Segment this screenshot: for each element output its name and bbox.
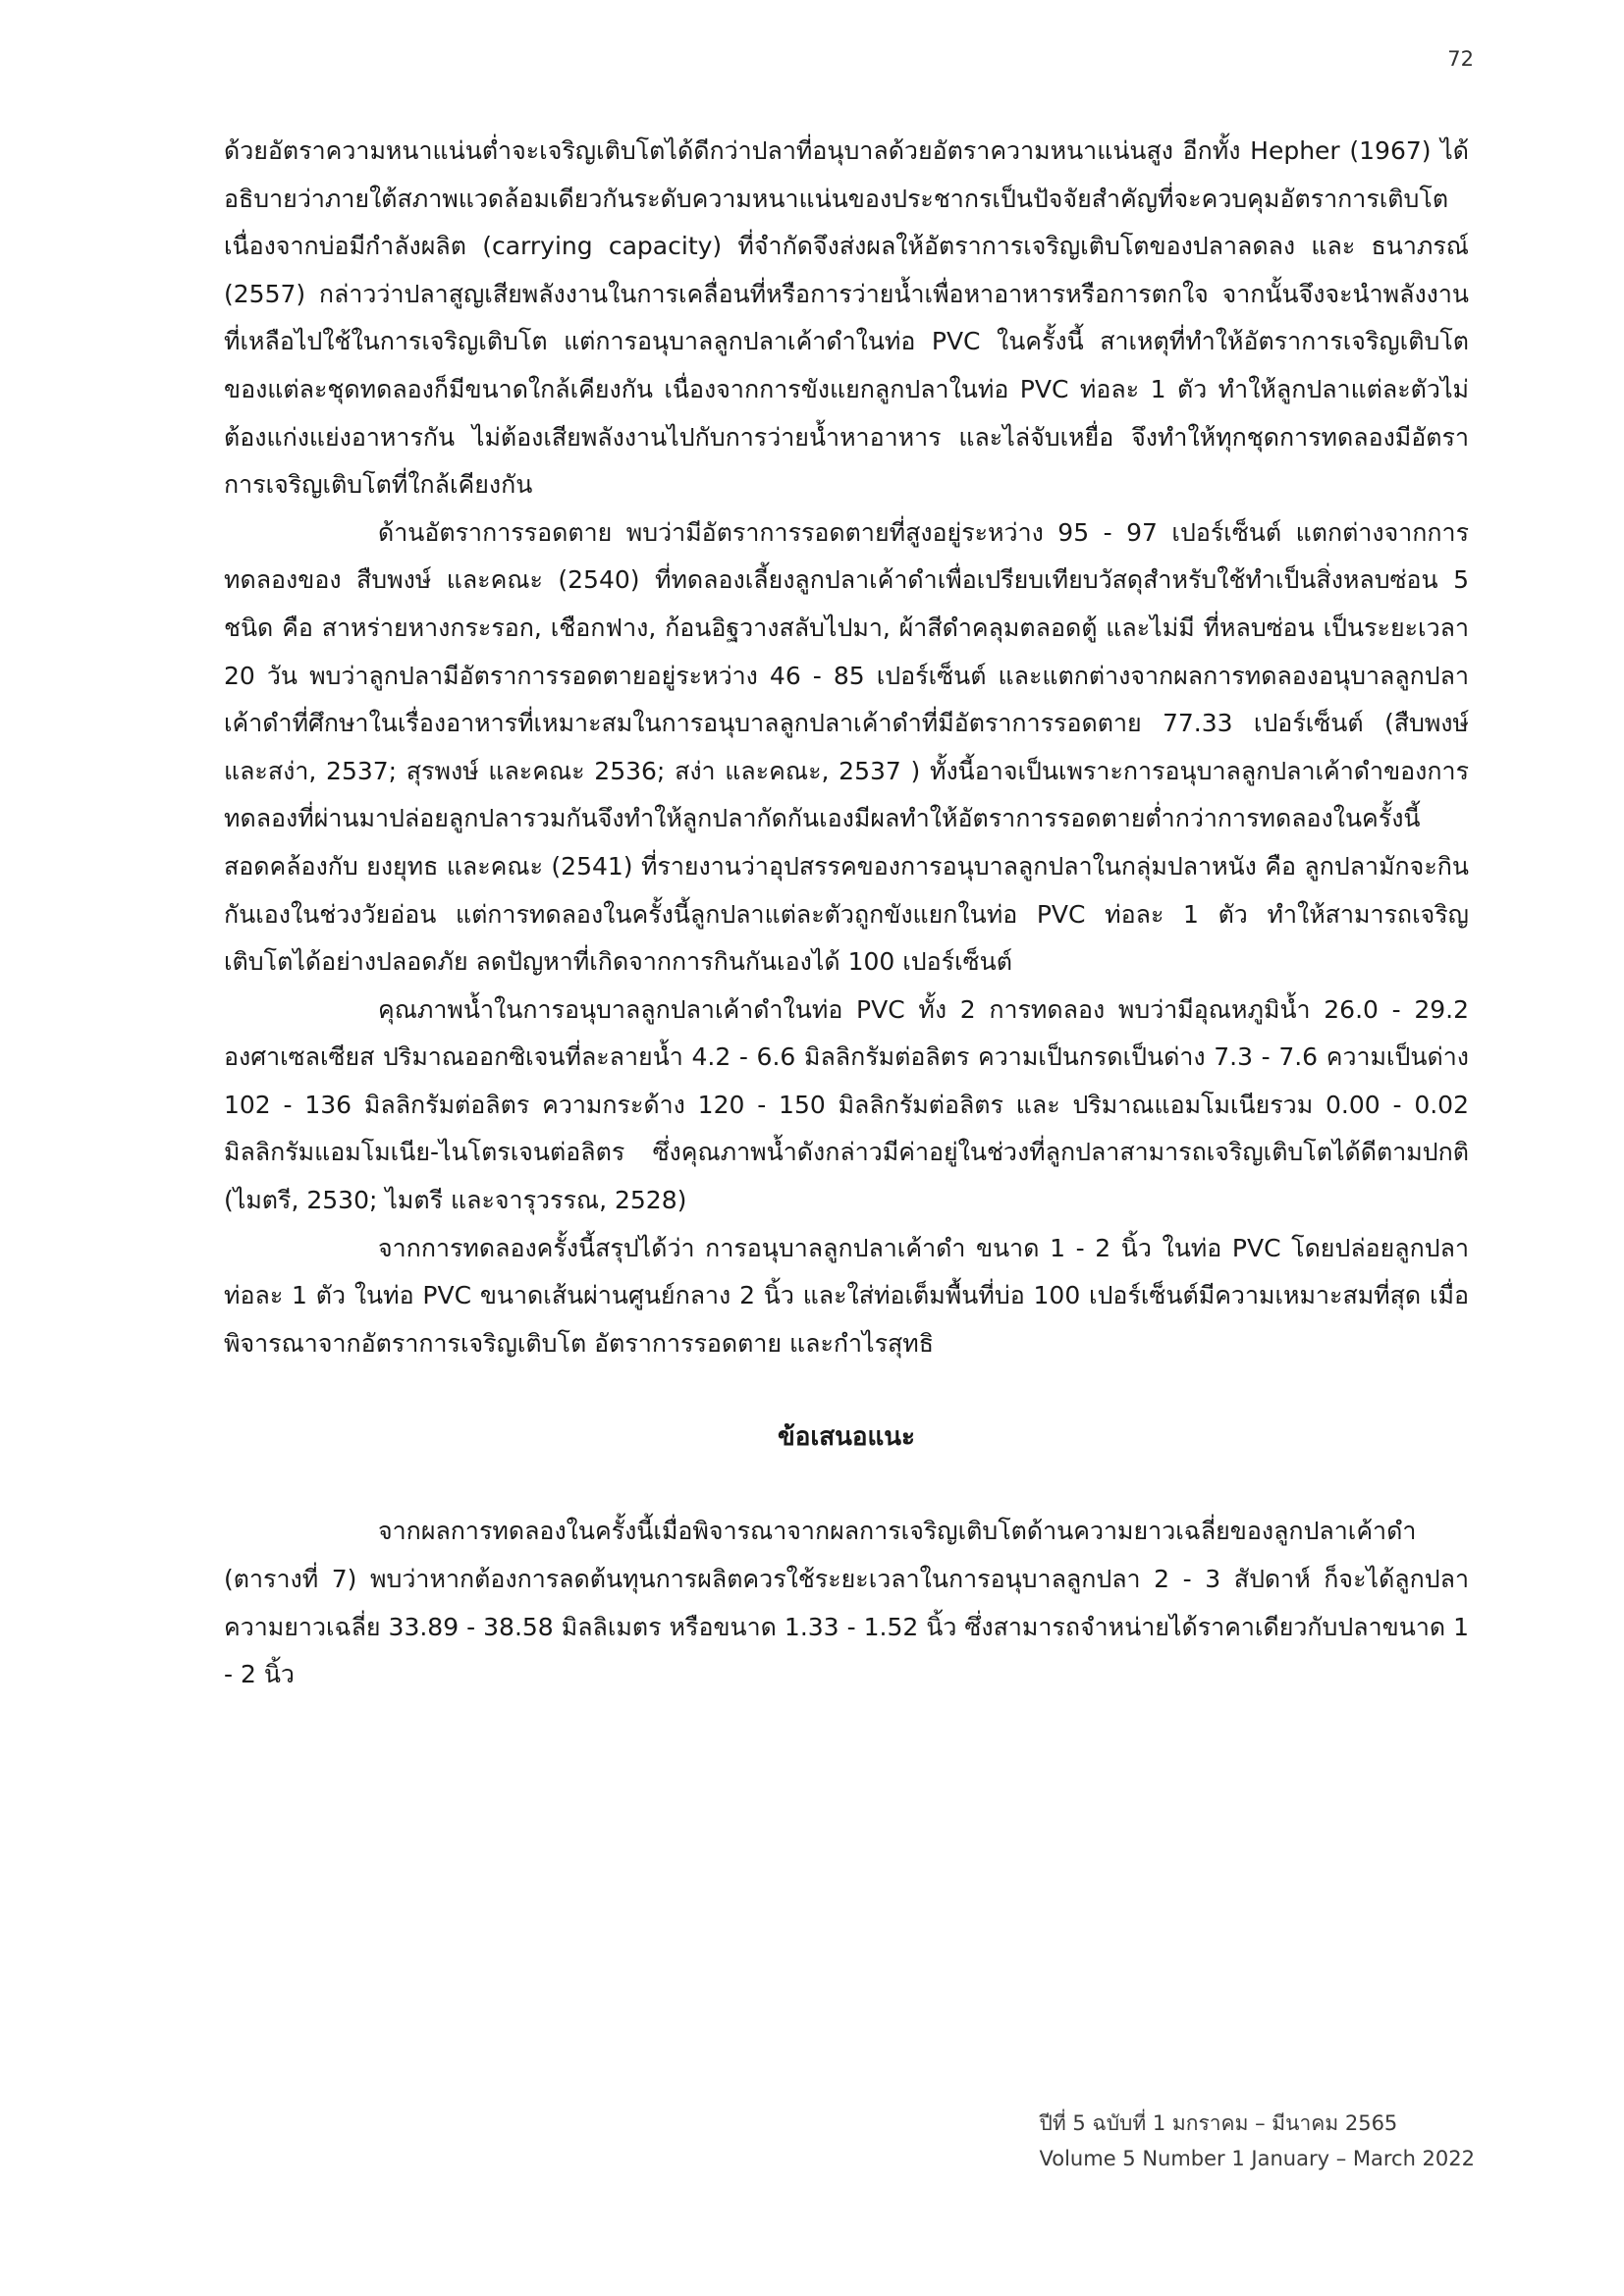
paragraph-conclusion: จากการทดลองครั้งนี้สรุปได้ว่า การอนุบาลลูกปลาเค้าดำ ขนาด 1 - 2 นิ้ว ในท่อ PVC โดยปล่อยลูกปลาท่อละ 1 ตัว ในท่อ PVC ขนาดเส้นผ่านศูนย์กลาง 2 นิ้ว และใส่ท่อเต็มพื้นที่บ่อ 100 เปอร์เซ็นต์มีความเหมาะสมที่สุด เมื่อพิจารณาจากอัตราการเจริญเติบโต อัตราการรอดตาย และกำไรสุทธิ [224, 1233, 1469, 1358]
recommendation-heading: ข้อเสนอแนะ [777, 1422, 916, 1453]
page-number: 72 [1447, 47, 1474, 71]
journal-footer [1040, 2106, 1475, 2176]
footer-english-issue: Volume 5 Number 1 January – March 2022 [1039, 2147, 1475, 2170]
paragraph-water-quality: คุณภาพน้ำในการอนุบาลลูกปลาเค้าดำในท่อ PVC ทั้ง 2 การทดลอง พบว่ามีอุณหภูมิน้ำ 26.0 - 29.2 องศาเซลเซียส ปริมาณออกซิเจนที่ละลายน้ำ 4.2 - 6.6 มิลลิกรัมต่อลิตร ความเป็นกรดเป็นด่าง 7.3 - 7.6 ความเป็นด่าง 102 - 136 มิลลิกรัมต่อลิตร ความกระด้าง 120 - 150 มิลลิกรัมต่อลิตร และ ปริมาณแอมโมเนียรวม 0.00 - 0.02 มิลลิกรัมแอมโมเนีย-ไนโตรเจนต่อลิตร ซึ่งคุณภาพน้ำดังกล่าวมีค่าอยู่ในช่วงที่ลูกปลาสามารถเจริญเติบโตได้ดีตามปกติ (ไมตรี, 2530; ไมตรี และจารุวรรณ, 2528) [224, 994, 1469, 1215]
paragraph-recommendation: จากผลการทดลองในครั้งนี้เมื่อพิจารณาจากผลการเจริญเติบโตด้านความยาวเฉลี่ยของลูกปลาเค้าดำ (ตารางที่ 7) พบว่าหากต้องการลดต้นทุนการผลิตควรใช้ระยะเวลาในการอนุบาลลูกปลา 2 - 3 สัปดาห์ ก็จะได้ลูกปลาความยาวเฉลี่ย 33.89 - 38.58 มิลลิเมตร หรือขนาด 1.33 - 1.52 นิ้ว ซึ่งสามารถจำหน่ายได้ราคาเดียวกับปลาขนาด 1 - 2 นิ้ว [224, 1517, 1469, 1689]
paragraph-survival-rate: ด้านอัตราการรอดตาย พบว่ามีอัตราการรอดตายที่สูงอยู่ระหว่าง 95 - 97 เปอร์เซ็นต์ แตกต่างจากการทดลองของ สืบพงษ์ และคณะ (2540) ที่ทดลองเลี้ยงลูกปลาเค้าดำเพื่อเปรียบเทียบวัสดุสำหรับใช้ทำเป็นสิ่งหลบซ่อน 5 ชนิด คือ สาหร่ายหางกระรอก, เชือกฟาง, ก้อนอิฐวางสลับไปมา, ผ้าสีดำคลุมตลอดตู้ และไม่มี ที่หลบซ่อน เป็นระยะเวลา 20 วัน พบว่าลูกปลามีอัตราการรอดตายอยู่ระหว่าง 46 - 85 เปอร์เซ็นต์ และแตกต่างจากผลการทดลองอนุบาลลูกปลาเค้าดำที่ศึกษาในเรื่องอาหารที่เหมาะสมในการอนุบาลลูกปลาเค้าดำที่มีอัตราการรอดตาย 77.33 เปอร์เซ็นต์ (สืบพงษ์ และสง่า, 2537; สุรพงษ์ และคณะ 2536; สง่า และคณะ, 2537 ) ทั้งนี้อาจเป็นเพราะการอนุบาลลูกปลาเค้าดำของการทดลองที่ผ่านมาปล่อยลูกปลารวมกันจึงทำให้ลูกปลากัดกันเองมีผลทำให้อัตราการรอดตายต่ำกว่าการทดลองในครั้งนี้ สอดคล้องกับ ยงยุทธ และคณะ (2541) ที่รายงานว่าอุปสรรคของการอนุบาลลูกปลาในกลุ่มปลาหนัง คือ ลูกปลามักจะกินกันเองในช่วงวัยอ่อน แต่การทดลองในครั้งนี้ลูกปลาแต่ละตัวถูกขังแยกในท่อ PVC ท่อละ 1 ตัว ทำให้สามารถเจริญเติบโตได้อย่างปลอดภัย ลดปัญหาที่เกิดจากการกินกันเองได้ 100 เปอร์เซ็นต์ [224, 517, 1469, 977]
paragraph-growth-discussion: ด้วยอัตราความหนาแน่นต่ำจะเจริญเติบโตได้ดีกว่าปลาที่อนุบาลด้วยอัตราความหนาแน่นสูง อีกทั้ง Hepher (1967) ได้อธิบายว่าภายใต้สภาพแวดล้อมเดียวกันระดับความหนาแน่นของประชากรเป็นปัจจัยสำคัญที่จะควบคุมอัตราการเติบโต เนื่องจากบ่อมีกำลังผลิต (carrying capacity) ที่จำกัดจึงส่งผลให้อัตราการเจริญเติบโตของปลาลดลง และ ธนาภรณ์ (2557) กล่าวว่าปลาสูญเสียพลังงานในการเคลื่อนที่หรือการว่ายน้ำเพื่อหาอาหารหรือการตกใจ จากนั้นจึงจะนำพลังงานที่เหลือไปใช้ในการเจริญเติบโต แต่การอนุบาลลูกปลาเค้าดำในท่อ PVC ในครั้งนี้ สาเหตุที่ทำให้อัตราการเจริญเติบโตของแต่ละชุดทดลองก็มีขนาดใกล้เคียงกัน เนื่องจากการขังแยกลูกปลาในท่อ PVC ท่อละ 1 ตัว ทำให้ลูกปลาแต่ละตัวไม่ต้องแก่งแย่งอาหารกัน ไม่ต้องเสียพลังงานไปกับการว่ายน้ำหาอาหาร และไล่จับเหยื่อ จึงทำให้ทุกชุดการทดลองมีอัตราการเจริญเติบโตที่ใกล้เคียงกัน [224, 136, 1469, 500]
article-body [224, 128, 1469, 1699]
footer-thai-issue: ปีที่ 5 ฉบับที่ 1 มกราคม – มีนาคม 2565 [1039, 2111, 1398, 2135]
